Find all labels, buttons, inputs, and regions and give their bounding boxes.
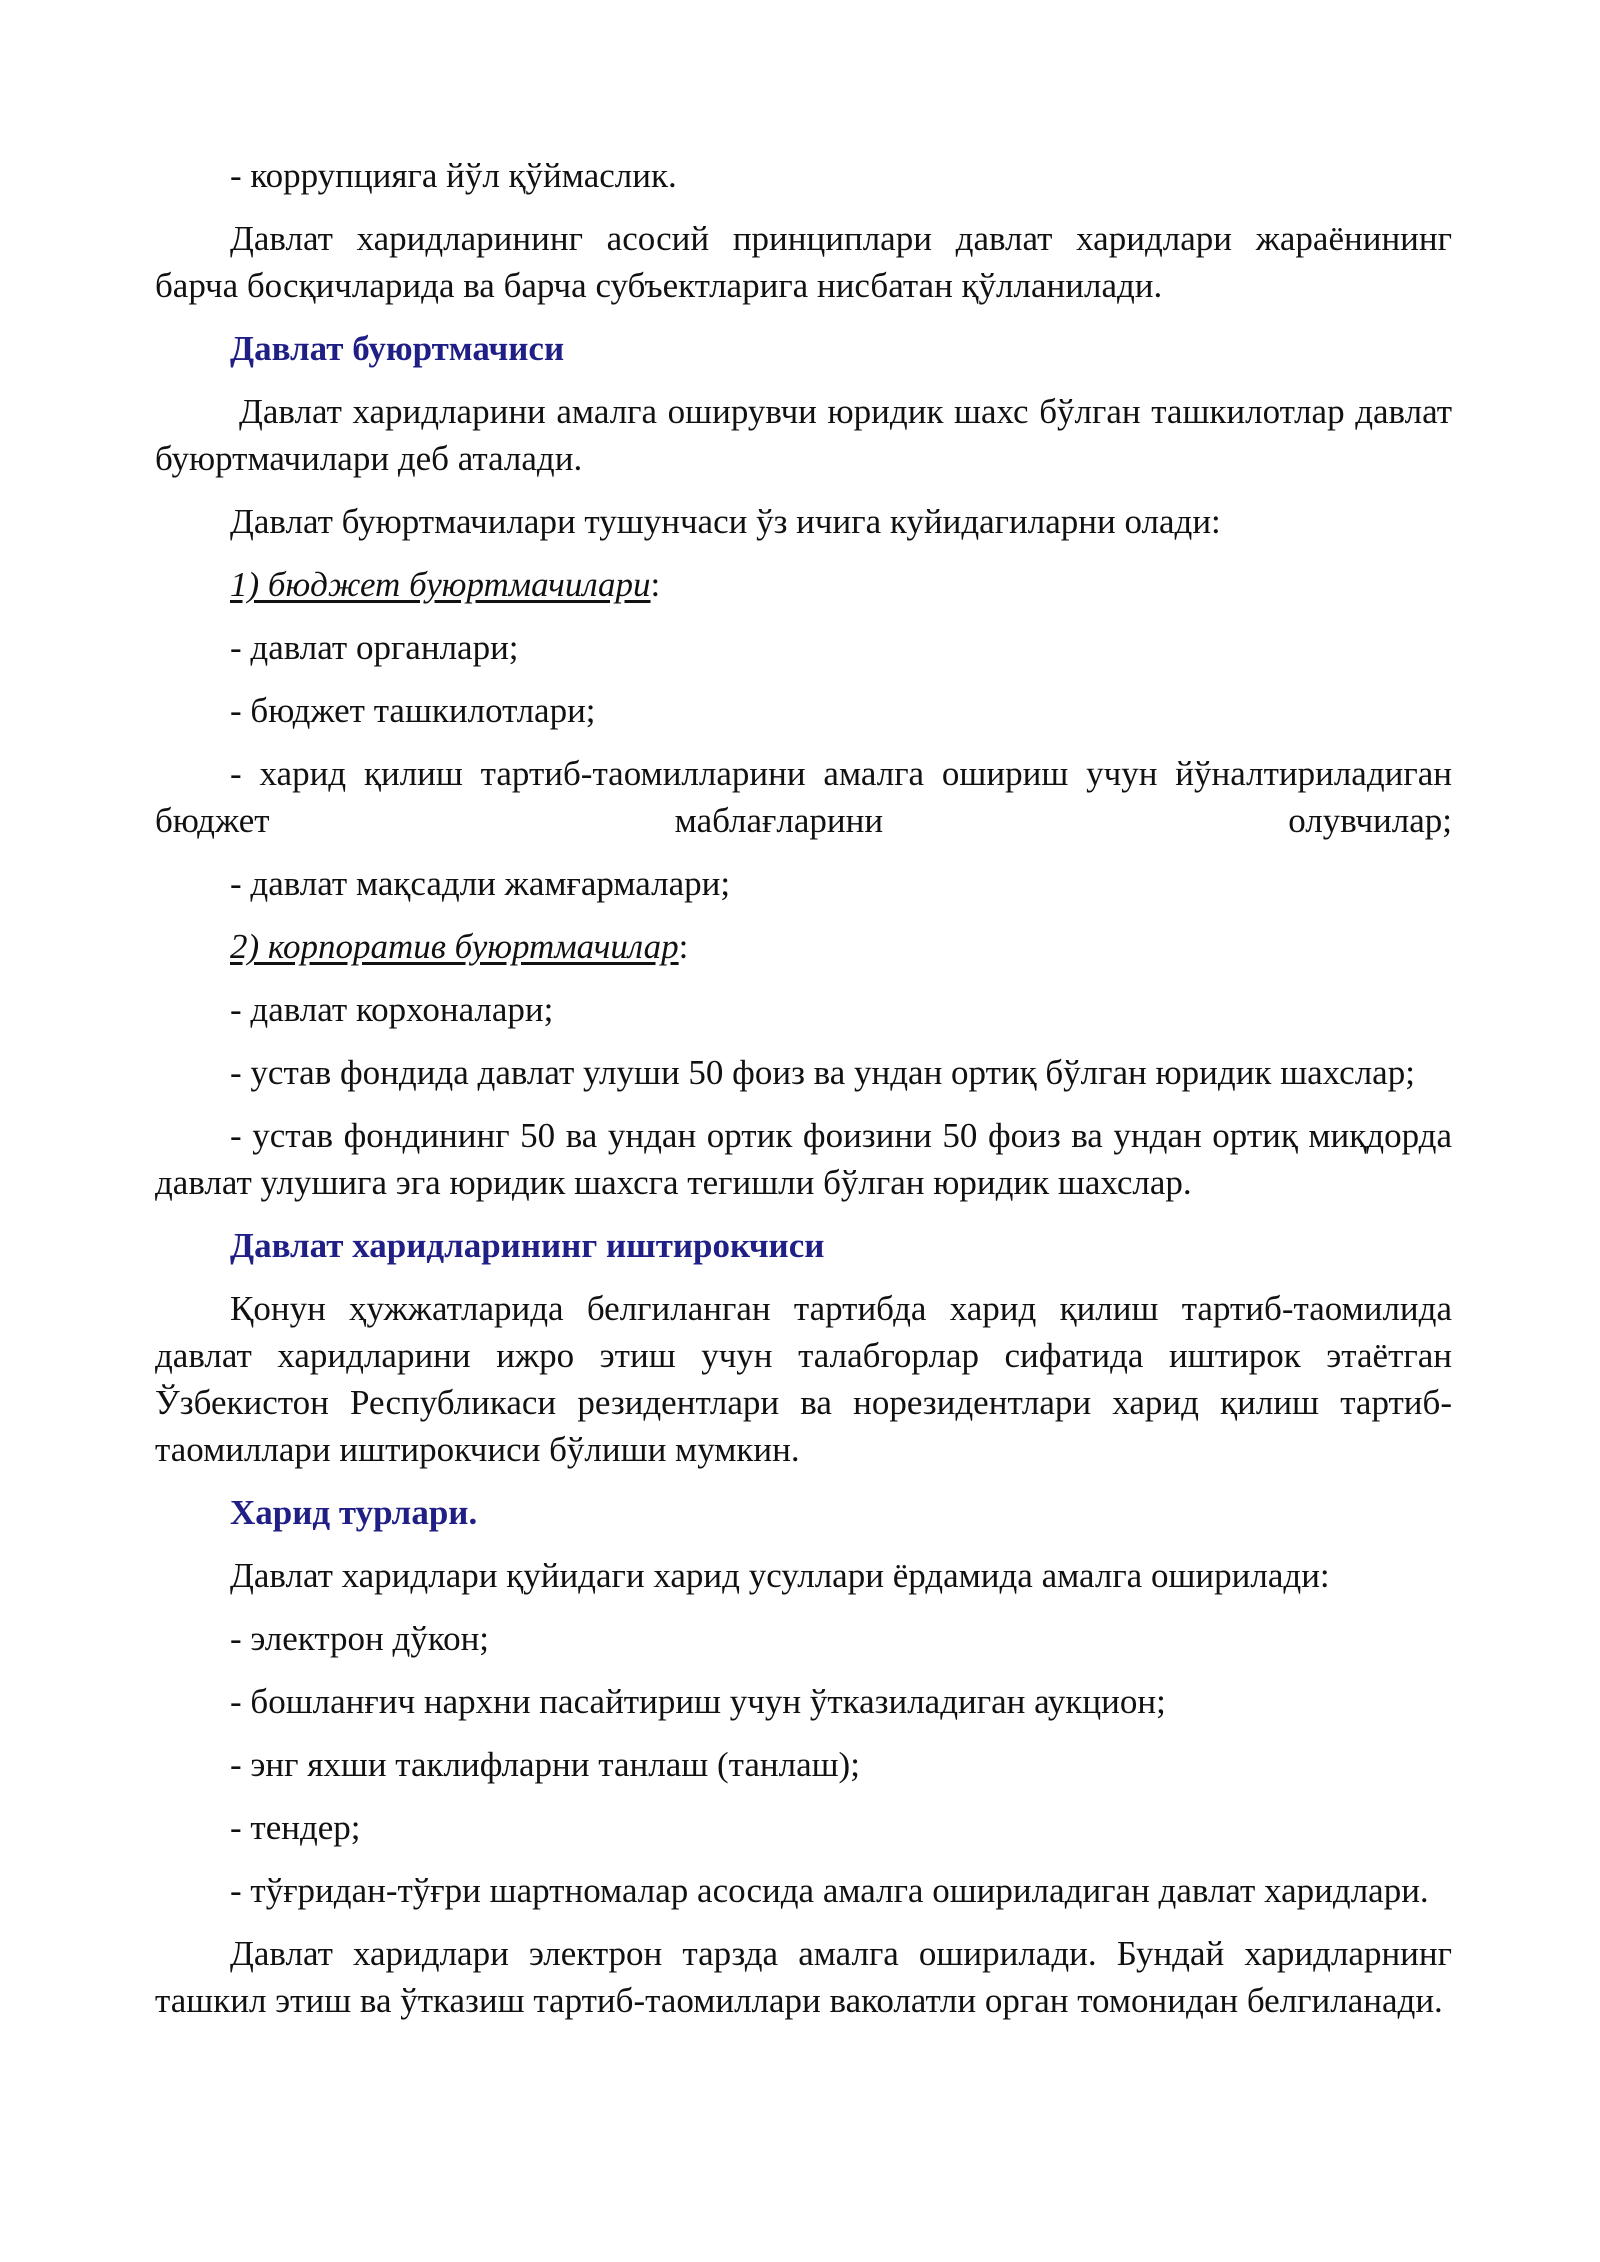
subheading-corporate-customers-colon: : bbox=[678, 927, 689, 966]
list-item-legal-entities-owned: - устав фондининг 50 ва ундан ортик фоизини 50 фоиз ва ундан ортиқ миқдорда давлат улушига эга юридик шахсга тегишли бўлган юридик шахслар. bbox=[155, 1116, 1452, 1202]
paragraph-procurement-methods: Давлат харидлари қуйидаги харид усуллари ёрдамида амалга оширилади: bbox=[230, 1556, 1330, 1595]
list-item-direct-contracts: - тўғридан-тўғри шартномалар асосида амалга ошириладиган давлат харидлари. bbox=[230, 1871, 1429, 1910]
paragraph-customer-definition: Давлат харидларини амалга оширувчи юридик шахс бўлган ташкилотлар давлат буюртмачилари деб аталади. bbox=[155, 392, 1452, 478]
list-item-auction: - бошланғич нархни пасайтириш учун ўтказиладиган аукцион; bbox=[230, 1682, 1166, 1721]
subheading-corporate-customers-label: 2) корпоратив буюртмачилар bbox=[230, 927, 679, 966]
list-item-state-bodies: - давлат органлари; bbox=[230, 628, 519, 667]
heading-procurement-participant: Давлат харидларининг иштирокчиси bbox=[230, 1226, 825, 1265]
subheading-budget-customers-colon: : bbox=[650, 565, 661, 604]
subheading-budget-customers bbox=[155, 561, 1452, 608]
list-item-budget-recipients: - харид қилиш тартиб-таомилларини амалга ошириш учун йўналтириладиган бюджет маблағларини олувчилар; bbox=[155, 754, 1452, 840]
list-item-budget-organizations: - бюджет ташкилотлари; bbox=[230, 691, 596, 730]
list-item-tender: - тендер; bbox=[230, 1808, 361, 1847]
list-item-best-offers: - энг яхши таклифларни танлаш (танлаш); bbox=[230, 1745, 860, 1784]
list-item-e-shop: - электрон дўкон; bbox=[230, 1619, 490, 1658]
paragraph-customer-concept: Давлат буюртмачилари тушунчаси ўз ичига куйидагиларни олади: bbox=[230, 502, 1221, 541]
paragraph-participant-definition: Қонун ҳужжатларида белгиланган тартибда харид қилиш тартиб-таомилида давлат харидларини ижро этиш учун талабгорлар сифатида иштирок этаётган Ўзбекистон Республикаси резидентлари ва норезидентлари харид қилиш тартиб-таомиллари иштирокчиси бўлиши мумкин. bbox=[155, 1289, 1452, 1469]
paragraph-corruption: - коррупцияга йўл қўймаслик. bbox=[230, 156, 677, 195]
document-page bbox=[155, 152, 1452, 2040]
list-item-legal-entities-50: - устав фондида давлат улуши 50 фоиз ва ундан ортиқ бўлган юридик шахслар; bbox=[230, 1053, 1415, 1092]
heading-state-customer: Давлат буюртмачиси bbox=[230, 329, 565, 368]
paragraph-electronic-procurement: Давлат харидлари электрон тарзда амалга оширилади. Бундай харидларнинг ташкил этиш ва ўтказиш тартиб-таомиллари ваколатли орган томонидан белгиланади. bbox=[155, 1934, 1452, 2020]
paragraph-principles: Давлат харидларининг асосий принциплари давлат харидлари жараёнининг барча босқичларида ва барча субъектларига нисбатан қўлланилади. bbox=[155, 219, 1452, 305]
list-item-state-enterprises: - давлат корхоналари; bbox=[230, 990, 554, 1029]
subheading-budget-customers-label: 1) бюджет буюртмачилари bbox=[230, 565, 651, 604]
subheading-corporate-customers bbox=[155, 923, 1452, 970]
list-item-state-funds: - давлат мақсадли жамғармалари; bbox=[230, 864, 731, 903]
heading-procurement-types: Харид турлари. bbox=[230, 1493, 478, 1532]
